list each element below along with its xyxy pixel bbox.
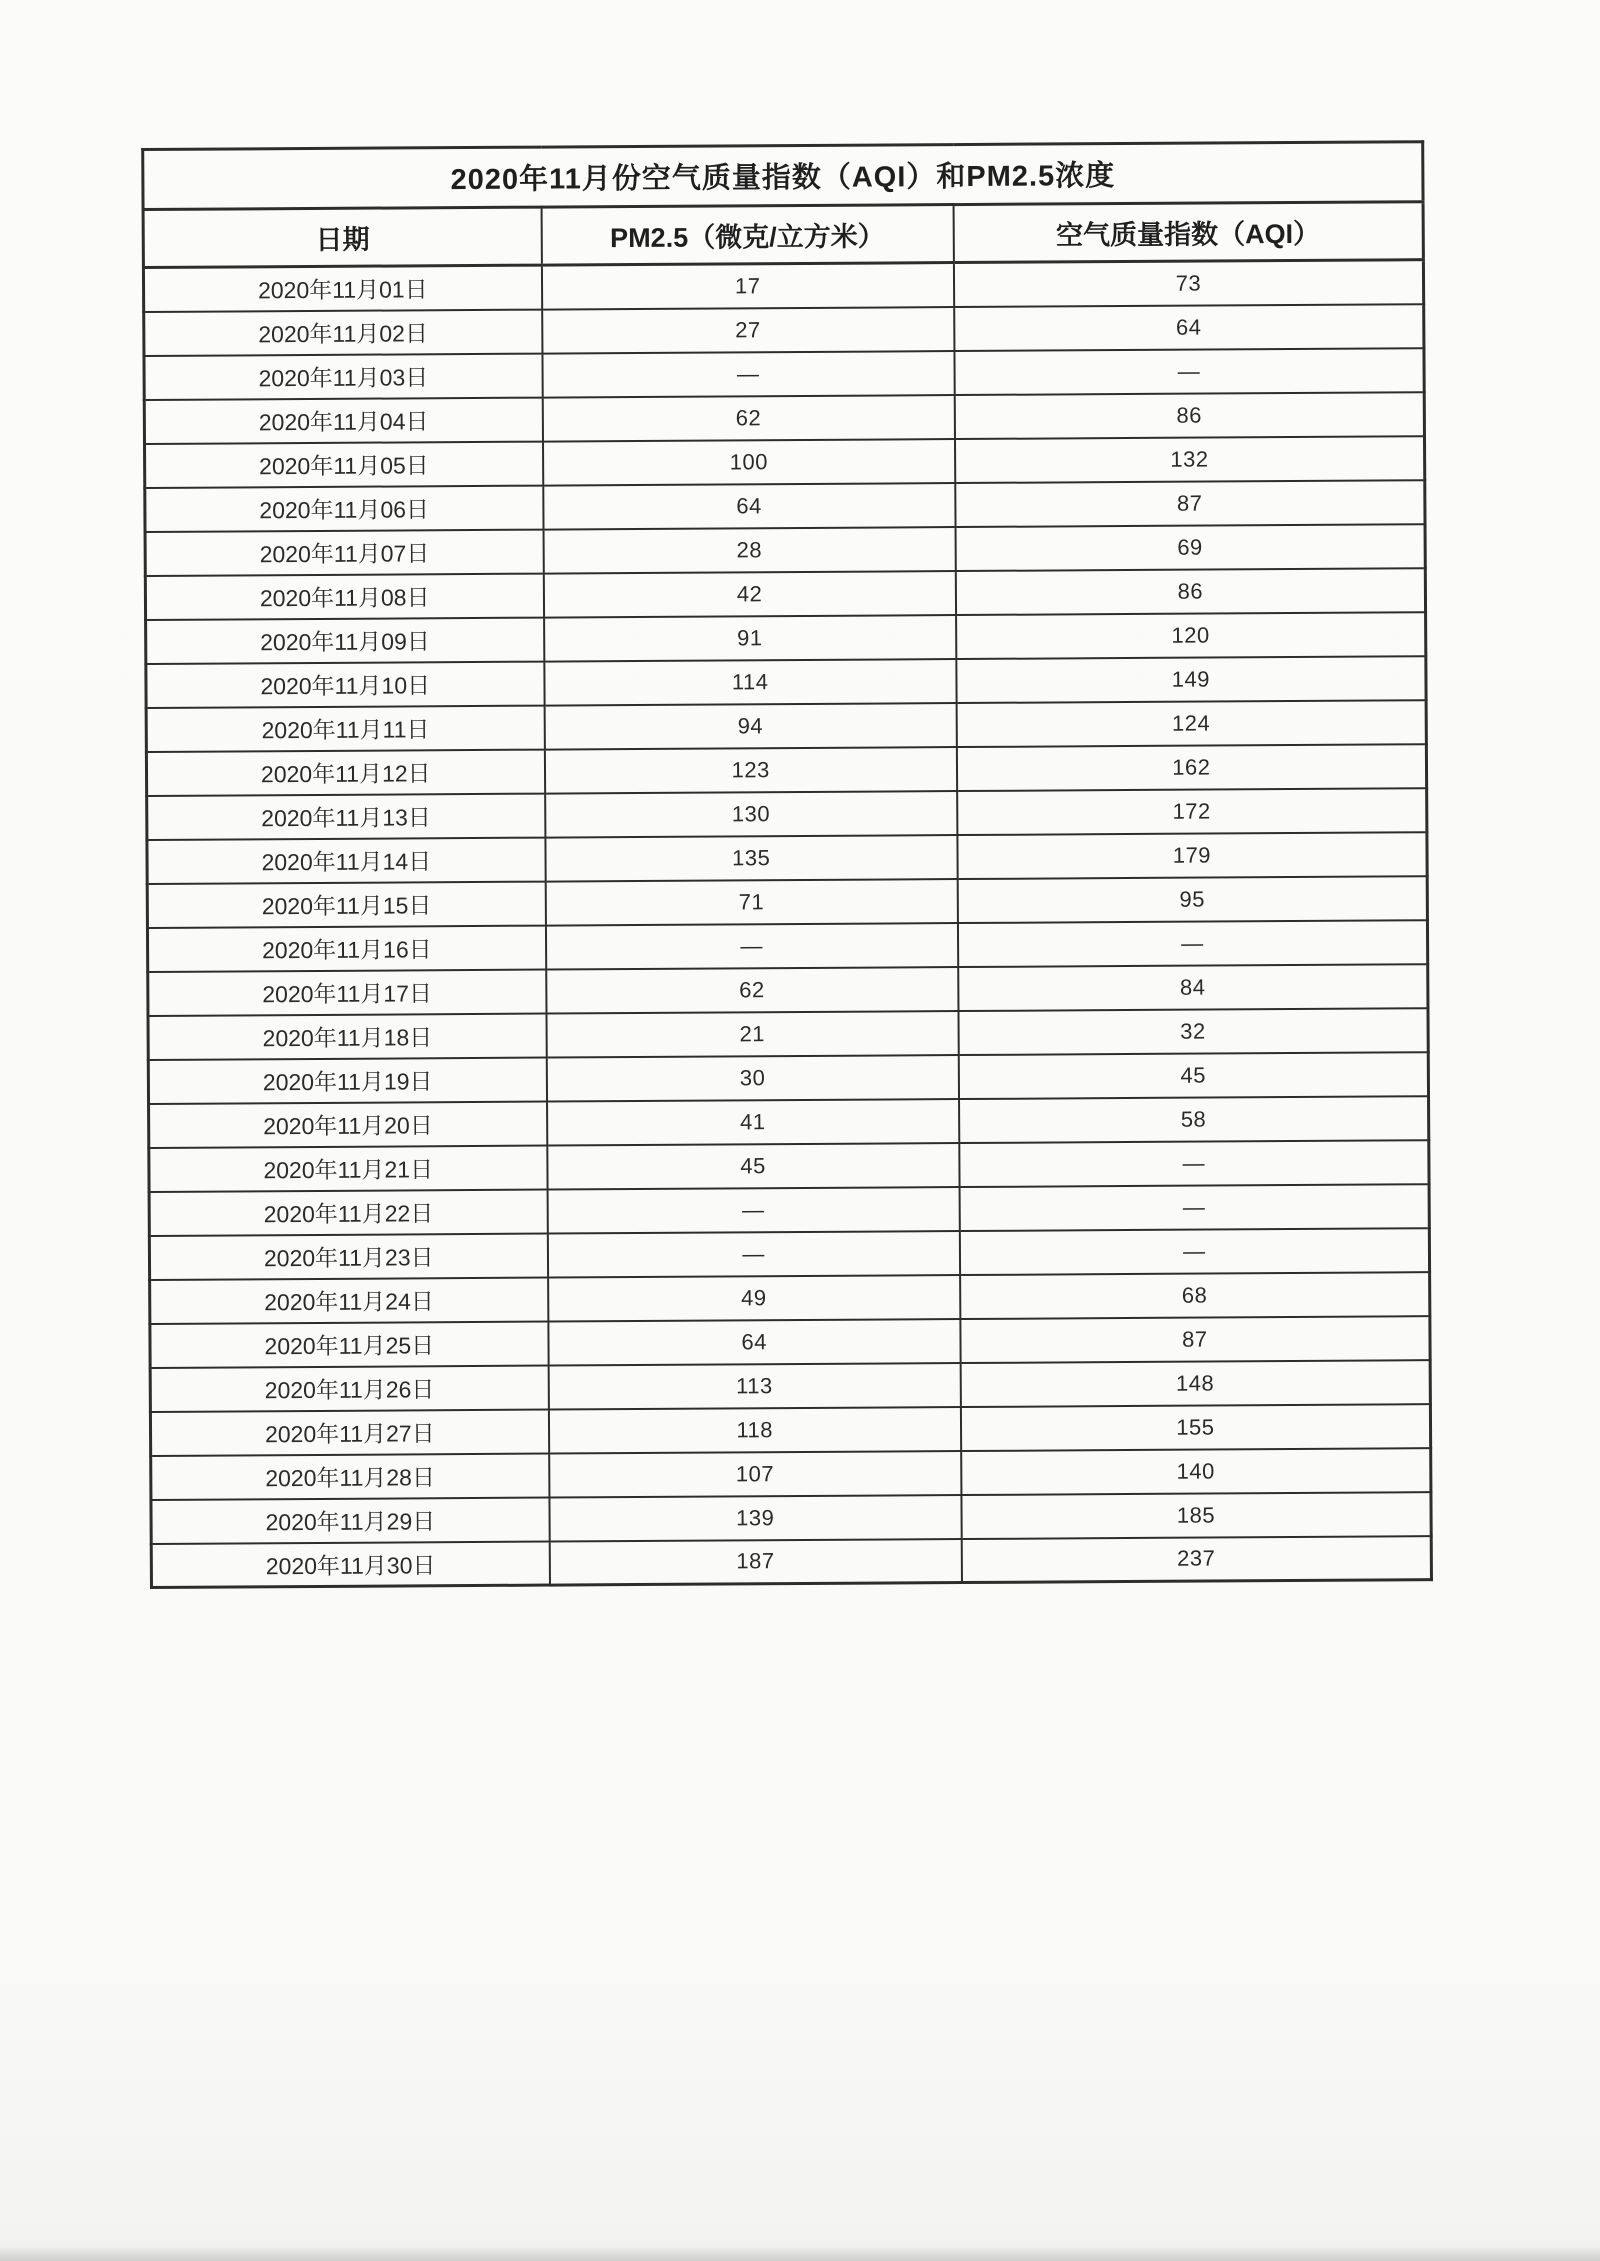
- aqi-cell: —: [960, 1228, 1430, 1275]
- column-header-aqi: 空气质量指数（AQI）: [953, 202, 1423, 263]
- date-cell: 2020年11月12日: [146, 749, 544, 795]
- pm25-cell: 64: [548, 1319, 960, 1366]
- table-title-row: [143, 142, 1423, 210]
- date-cell: 2020年11月19日: [148, 1057, 546, 1103]
- pm25-cell: —: [546, 923, 958, 970]
- aqi-cell: 64: [954, 304, 1424, 351]
- table-body: [143, 260, 1431, 1588]
- table-row: [150, 1404, 1430, 1456]
- table-row: [146, 744, 1426, 796]
- aqi-cell: 58: [959, 1096, 1429, 1143]
- aqi-cell: 86: [954, 392, 1424, 439]
- aqi-cell: 132: [955, 436, 1425, 483]
- date-cell: 2020年11月03日: [144, 353, 542, 399]
- column-header-pm25: PM2.5（微克/立方米）: [541, 205, 954, 266]
- table-row: [149, 1228, 1429, 1280]
- pm25-cell: 41: [547, 1099, 959, 1146]
- date-cell: 2020年11月30日: [151, 1541, 549, 1587]
- date-cell: 2020年11月02日: [144, 309, 542, 355]
- table-row: [151, 1448, 1431, 1500]
- table-row: [148, 1052, 1428, 1104]
- table-row: [148, 964, 1428, 1016]
- table-row: [146, 656, 1426, 708]
- pm25-cell: 42: [543, 571, 955, 618]
- date-cell: 2020年11月06日: [145, 485, 543, 531]
- date-cell: 2020年11月28日: [151, 1453, 549, 1499]
- table-row: [151, 1536, 1431, 1588]
- pm25-cell: 113: [548, 1363, 960, 1410]
- date-cell: 2020年11月23日: [149, 1233, 547, 1279]
- table-title: 2020年11月份空气质量指数（AQI）和PM2.5浓度: [143, 142, 1423, 210]
- table-row: [149, 1184, 1429, 1236]
- table-row: [144, 348, 1424, 400]
- aqi-cell: —: [954, 348, 1424, 395]
- table-container: [141, 140, 1433, 1589]
- date-cell: 2020年11月21日: [149, 1145, 547, 1191]
- date-cell: 2020年11月04日: [144, 397, 542, 443]
- date-cell: 2020年11月11日: [146, 705, 544, 751]
- date-cell: 2020年11月15日: [147, 881, 545, 927]
- table-row: [147, 788, 1427, 840]
- pm25-cell: 62: [546, 967, 958, 1014]
- pm25-cell: —: [547, 1187, 959, 1234]
- table-row: [150, 1272, 1430, 1324]
- aqi-cell: 87: [955, 480, 1425, 527]
- pm25-cell: 17: [541, 263, 953, 310]
- aqi-cell: 148: [960, 1360, 1430, 1407]
- date-cell: 2020年11月20日: [149, 1101, 547, 1147]
- aqi-cell: 95: [957, 876, 1427, 923]
- table-header-row: [143, 202, 1423, 268]
- aqi-cell: 84: [958, 964, 1428, 1011]
- table-row: [147, 876, 1427, 928]
- table-row: [146, 700, 1426, 752]
- aqi-cell: 237: [961, 1536, 1431, 1583]
- pm25-cell: 49: [548, 1275, 960, 1322]
- table-row: [143, 260, 1423, 312]
- pm25-cell: 123: [544, 747, 956, 794]
- date-cell: 2020年11月18日: [148, 1013, 546, 1059]
- table-row: [150, 1360, 1430, 1412]
- table-row: [145, 524, 1425, 576]
- date-cell: 2020年11月13日: [147, 793, 545, 839]
- pm25-cell: 130: [545, 791, 957, 838]
- pm25-cell: 94: [544, 703, 956, 750]
- pm25-cell: 91: [544, 615, 956, 662]
- date-cell: 2020年11月17日: [148, 969, 546, 1015]
- pm25-cell: 114: [544, 659, 956, 706]
- table-row: [150, 1316, 1430, 1368]
- column-header-date: 日期: [143, 207, 541, 267]
- table-row: [149, 1140, 1429, 1192]
- date-cell: 2020年11月08日: [145, 573, 543, 619]
- table-row: [148, 1008, 1428, 1060]
- date-cell: 2020年11月14日: [147, 837, 545, 883]
- table-row: [151, 1492, 1431, 1544]
- pm25-cell: 118: [548, 1407, 960, 1454]
- date-cell: 2020年11月24日: [150, 1277, 548, 1323]
- table-row: [144, 392, 1424, 444]
- date-cell: 2020年11月10日: [146, 661, 544, 707]
- aqi-cell: 149: [956, 656, 1426, 703]
- date-cell: 2020年11月01日: [143, 265, 541, 311]
- pm25-cell: 135: [545, 835, 957, 882]
- aqi-cell: 69: [955, 524, 1425, 571]
- table-row: [144, 304, 1424, 356]
- pm25-cell: 28: [543, 527, 955, 574]
- aqi-cell: 45: [958, 1052, 1428, 1099]
- aqi-cell: 87: [960, 1316, 1430, 1363]
- aqi-cell: 185: [961, 1492, 1431, 1539]
- aqi-cell: 155: [961, 1404, 1431, 1451]
- aqi-cell: 120: [956, 612, 1426, 659]
- date-cell: 2020年11月27日: [150, 1409, 548, 1455]
- aqi-cell: 32: [958, 1008, 1428, 1055]
- table-row: [147, 832, 1427, 884]
- aqi-cell: —: [959, 1184, 1429, 1231]
- pm25-cell: 187: [549, 1539, 961, 1586]
- table-row: [147, 920, 1427, 972]
- date-cell: 2020年11月25日: [150, 1321, 548, 1367]
- aqi-cell: —: [958, 920, 1428, 967]
- date-cell: 2020年11月16日: [147, 925, 545, 971]
- pm25-cell: 139: [549, 1495, 961, 1542]
- date-cell: 2020年11月26日: [150, 1365, 548, 1411]
- table-row: [145, 568, 1425, 620]
- date-cell: 2020年11月29日: [151, 1497, 549, 1543]
- pm25-cell: 62: [542, 395, 954, 442]
- table-head: [143, 142, 1424, 268]
- aqi-cell: 124: [956, 700, 1426, 747]
- pm25-cell: —: [542, 351, 954, 398]
- pm25-cell: 100: [543, 439, 955, 486]
- pm25-cell: 27: [542, 307, 954, 354]
- aqi-cell: 179: [957, 832, 1427, 879]
- pm25-cell: 45: [547, 1143, 959, 1190]
- aqi-cell: 172: [957, 788, 1427, 835]
- pm25-cell: 107: [549, 1451, 961, 1498]
- table-row: [146, 612, 1426, 664]
- aqi-cell: —: [959, 1140, 1429, 1187]
- aqi-cell: 68: [960, 1272, 1430, 1319]
- aqi-cell: 73: [954, 260, 1424, 307]
- table-row: [145, 480, 1425, 532]
- pm25-cell: 71: [545, 879, 957, 926]
- scan-edge-shadow: [0, 2247, 1600, 2261]
- table-row: [145, 436, 1425, 488]
- date-cell: 2020年11月05日: [145, 441, 543, 487]
- aqi-cell: 140: [961, 1448, 1431, 1495]
- aqi-cell: 162: [957, 744, 1427, 791]
- table-row: [149, 1096, 1429, 1148]
- pm25-cell: 21: [546, 1011, 958, 1058]
- date-cell: 2020年11月22日: [149, 1189, 547, 1235]
- pm25-cell: 64: [543, 483, 955, 530]
- date-cell: 2020年11月09日: [146, 617, 544, 663]
- aqi-table: [141, 140, 1433, 1589]
- pm25-cell: 30: [546, 1055, 958, 1102]
- pm25-cell: —: [547, 1231, 959, 1278]
- date-cell: 2020年11月07日: [145, 529, 543, 575]
- aqi-cell: 86: [956, 568, 1426, 615]
